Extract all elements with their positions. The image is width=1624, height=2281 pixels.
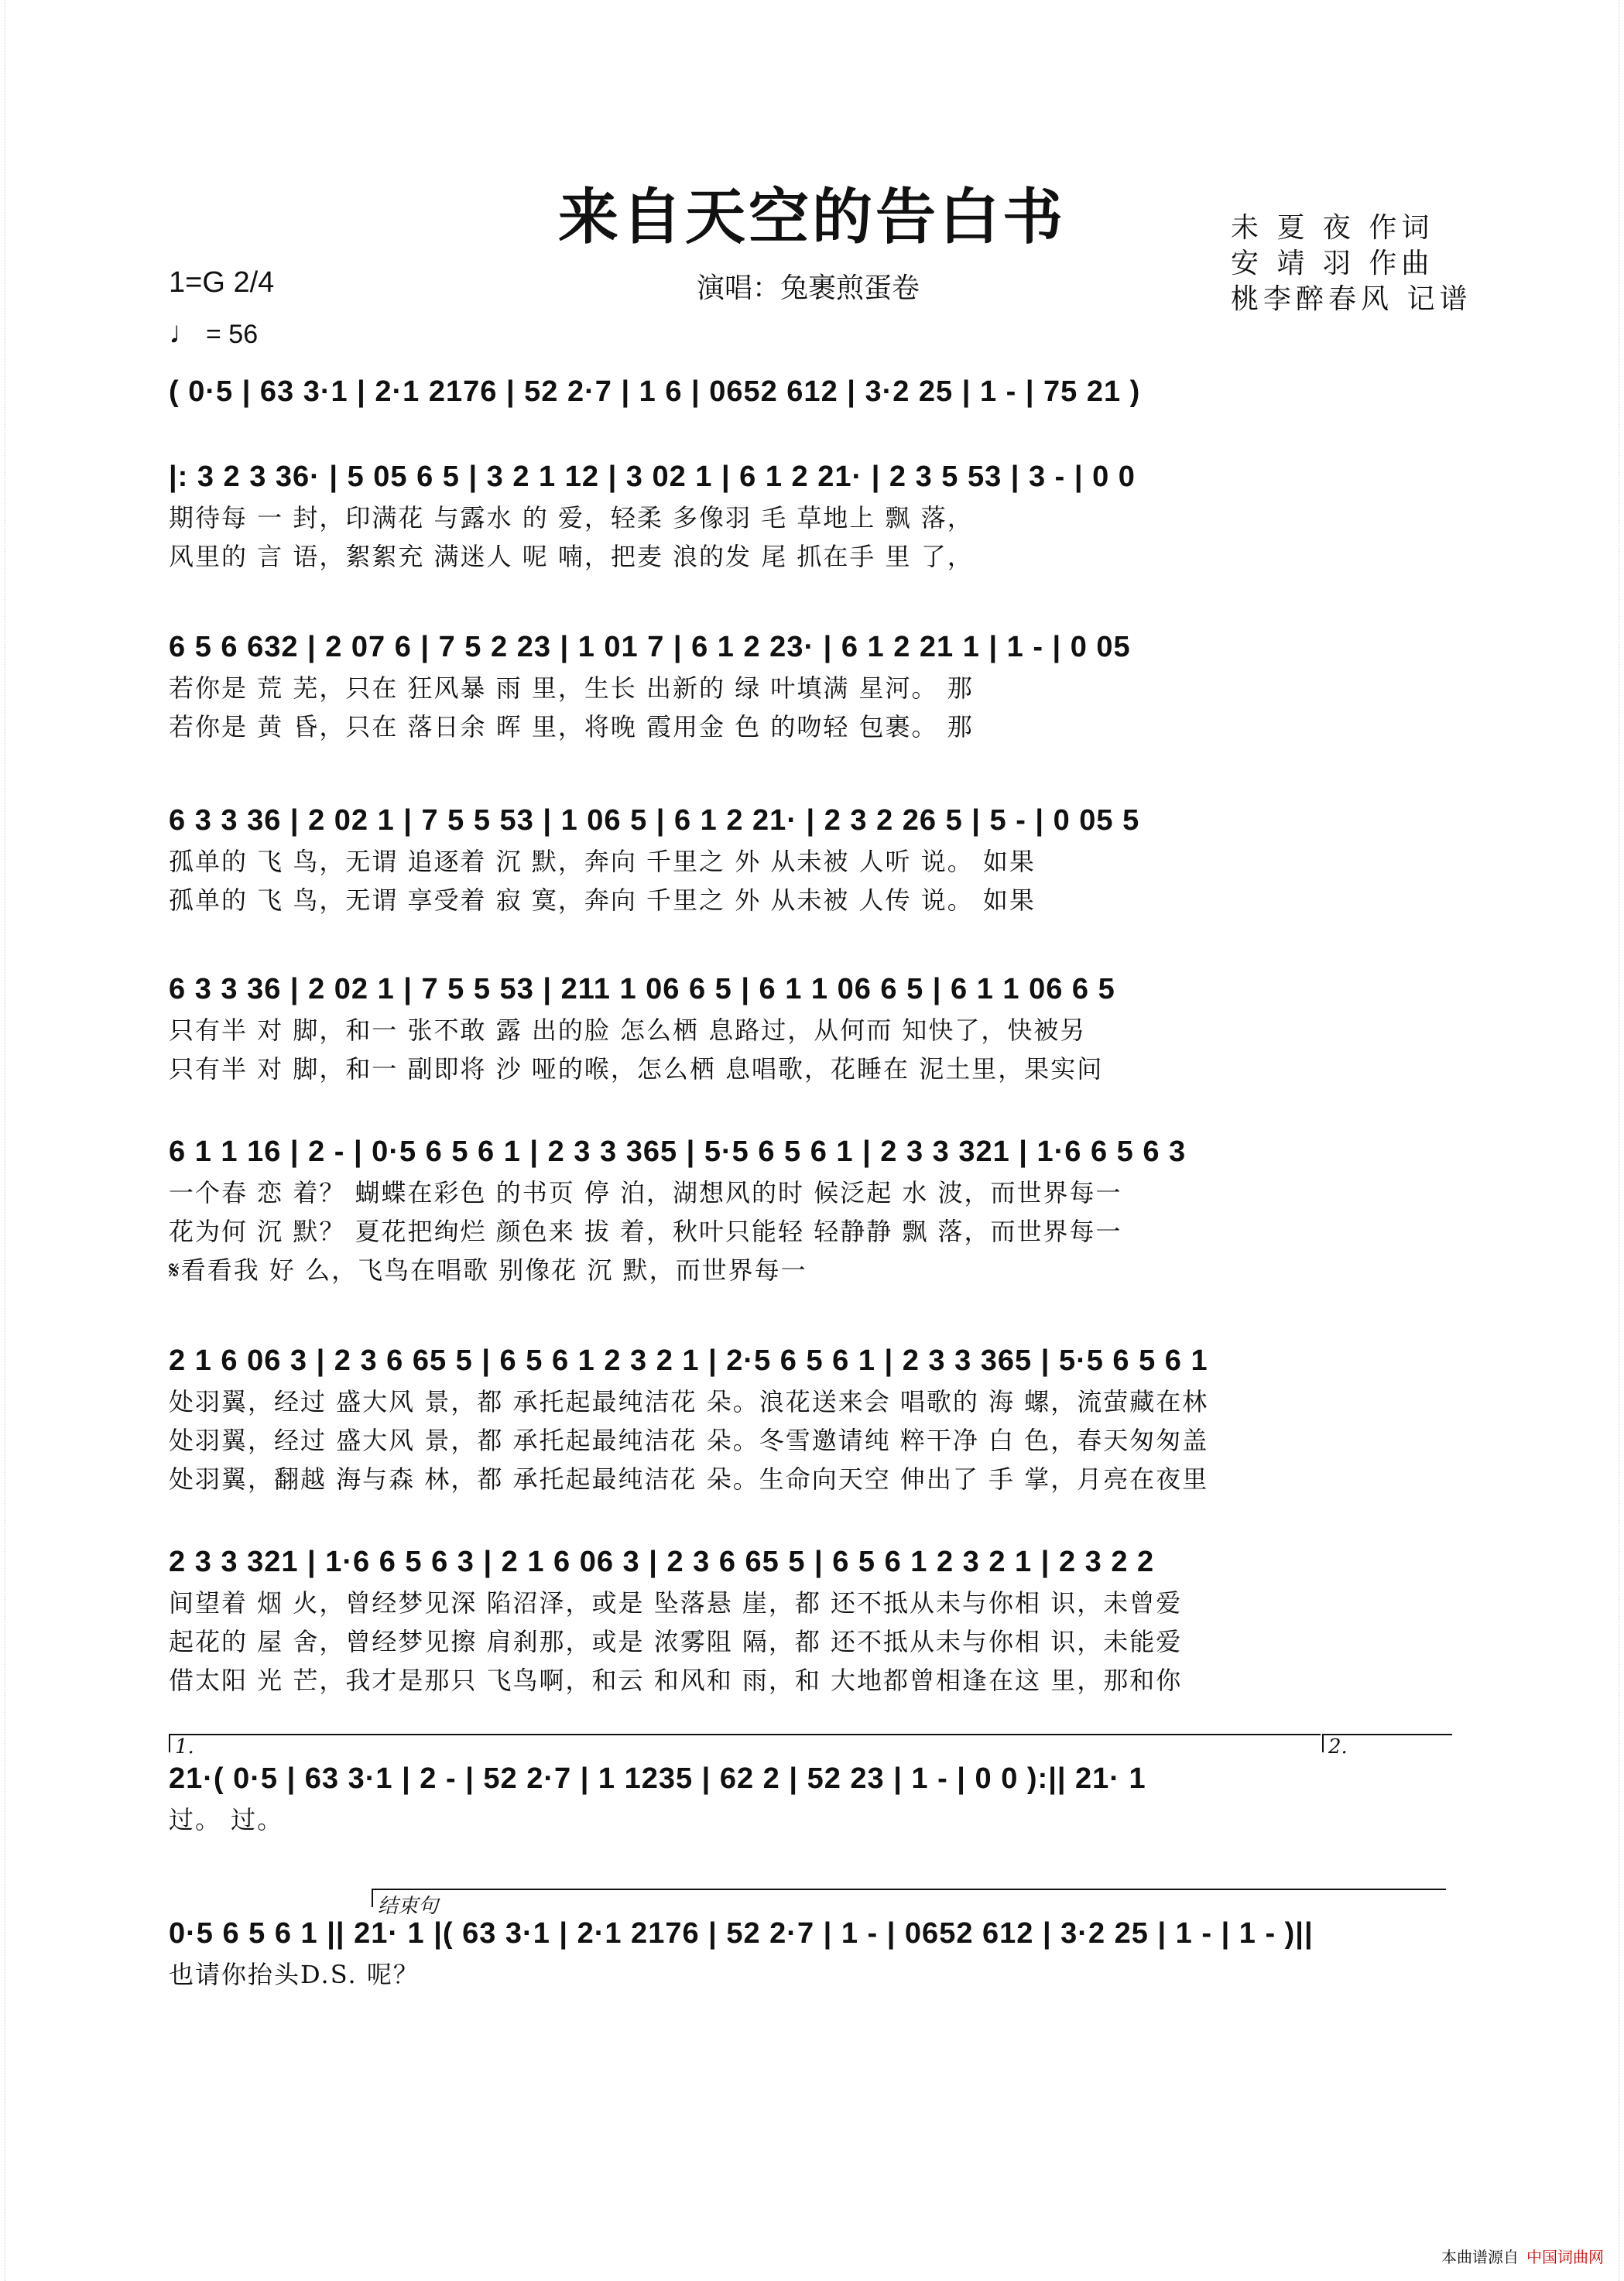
score-system xyxy=(169,1130,1454,1289)
notation-line: |: 3 2 3 36· | 5 05 6 5 | 3 2 1 12 | 3 02 1 | 6 1 2 21· | 2 3 5 53 | 3 - | 0 0 xyxy=(169,461,1136,493)
footer xyxy=(1441,2245,1604,2267)
score-system xyxy=(169,1895,1454,1994)
lyric-line: 也请你抬头D.S. 呢？ xyxy=(169,1960,420,1989)
notation-line: 2 3 3 321 | 1·6 6 5 6 3 | 2 1 6 06 3 | 2 3 6 65 5 | 6 5 6 1 2 3 2 1 | 2 3 2 2 xyxy=(169,1546,1155,1578)
lyric-line: 期待每 一 封，印满花 与露水 的 爱，轻柔 多像羽 毛 草地上 飘 落， xyxy=(169,503,974,533)
notation-line: 6 3 3 36 | 2 02 1 | 7 5 5 53 | 1 06 5 | 6 1 2 21· | 2 3 2 26 5 | 5 - | 0 05 5 xyxy=(169,804,1140,837)
score-system xyxy=(169,370,1454,413)
lyric-line: 过。 过。 xyxy=(169,1805,284,1834)
tempo xyxy=(169,316,258,351)
notation-line: 6 5 6 632 | 2 07 6 | 7 5 2 23 | 1 01 7 | 6 1 2 23· | 6 1 2 21 1 | 1 - | 0 05 xyxy=(169,631,1131,663)
lyric-line: 一个春 恋 着？ 蝴蝶在彩色 的书页 停 泊，湖想风的时 候泛起 水 波，而世界每一 xyxy=(169,1178,1122,1207)
lyric-line: 孤单的 飞 鸟，无谓 享受着 寂 寞，奔向 千里之 外 从未被 人传 说。 如果 xyxy=(169,885,1036,915)
notation-line: 6 3 3 36 | 2 02 1 | 7 5 5 53 | 211 1 06 6 5 | 6 1 1 06 6 5 | 6 1 1 06 6 5 xyxy=(169,973,1115,1005)
lyric-line: 借太阳 光 芒，我才是那只 飞鸟啊，和云 和风和 雨，和 大地都曾相逢在这 里，那和你 xyxy=(169,1666,1183,1695)
notation-line: 0·5 6 5 6 1 || 21· 1 |( 63 3·1 | 2·1 2176 | 52 2·7 | 1 - | 0652 612 | 3·2 25 | 1 - | 1 - )|| xyxy=(169,1917,1314,1950)
lyric-line: 若你是 荒 芜，只在 狂风暴 雨 里，生长 出新的 绿 叶填满 星河。 那 xyxy=(169,673,974,703)
singer: 演唱：兔裹煎蛋卷 xyxy=(697,272,920,304)
lyric-line: 花为何 沉 默？ 夏花把绚烂 颜色来 拔 着，秋叶只能轻 轻静静 飘 落，而世界每一 xyxy=(169,1217,1122,1246)
lyric-line: 处羽翼，经过 盛大风 景，都 承托起最纯洁花 朵。冬雪邀请纯 粹干净 白 色，春天匆匆盖 xyxy=(169,1426,1209,1455)
key-signature: 1=G 2/4 xyxy=(169,266,275,299)
score-system xyxy=(169,455,1454,576)
tempo-value: = 56 xyxy=(206,320,259,349)
lyric-line: 风里的 言 语，絮絮充 满迷人 呢 喃，把麦 浪的发 尾 抓在手 里 了， xyxy=(169,542,974,571)
notation-line: 2 1 6 06 3 | 2 3 6 65 5 | 6 5 6 1 2 3 2 1 | 2·5 6 5 6 1 | 2 3 3 365 | 5·5 6 5 6 1 xyxy=(169,1344,1208,1377)
left-margin-line xyxy=(0,0,5,2281)
lyric-line: 处羽翼，翻越 海与森 林，都 承托起最纯洁花 朵。生命向天空 伸出了 手 掌，月亮在夜里 xyxy=(169,1464,1209,1494)
footer-source: 本曲谱源自 xyxy=(1441,2249,1519,2266)
notation-line: 21·( 0·5 | 63 3·1 | 2 - | 52 2·7 | 1 1235 | 62 2 | 52 23 | 1 - | 0 0 ):|| 21· 1 xyxy=(169,1762,1146,1795)
volta-second-ending: 2. xyxy=(1322,1734,1452,1752)
lyric-line: 𝄋看看我 好 么，飞鸟在唱歌 别像花 沉 默，而世界每一 xyxy=(169,1255,807,1285)
score-system xyxy=(169,625,1454,746)
footer-brand: 中国词曲网 xyxy=(1526,2249,1604,2266)
transcriber: 桃李醉春风 记谱 xyxy=(1231,283,1472,315)
score-system xyxy=(169,968,1454,1088)
lyric-line: 间望着 烟 火，曾经梦见深 陷沼泽，或是 坠落悬 崖，都 还不抵从未与你相 识，未曾爱 xyxy=(169,1588,1183,1618)
lyric-line: 只有半 对 脚，和一 副即将 沙 哑的喉，怎么栖 息唱歌，花睡在 泥土里，果实问 xyxy=(169,1054,1104,1084)
composer: 安 靖 羽 作曲 xyxy=(1231,248,1434,279)
right-margin-line xyxy=(1619,0,1624,2281)
score-system xyxy=(169,799,1454,920)
score-system xyxy=(169,1735,1454,1839)
quarter-note-icon: ♩ xyxy=(169,316,200,350)
lyric-line: 处羽翼，经过 盛大风 景，都 承托起最纯洁花 朵。浪花送来会 唱歌的 海 螺，流萤藏在林 xyxy=(169,1387,1209,1416)
song-title: 来自天空的告白书 xyxy=(557,182,1066,252)
score-system xyxy=(169,1540,1454,1700)
lyric-line: 起花的 屋 舍，曾经梦见擦 肩刹那，或是 浓雾阻 隔，都 还不抵从未与你相 识，未能爱 xyxy=(169,1627,1183,1656)
notation-line: ( 0·5 | 63 3·1 | 2·1 2176 | 52 2·7 | 1 6 | 0652 612 | 3·2 25 | 1 - | 75 21 ) xyxy=(169,375,1141,408)
lyric-line: 孤单的 飞 鸟，无谓 追逐着 沉 默，奔向 千里之 外 从未被 人听 说。 如果 xyxy=(169,847,1036,876)
score-system xyxy=(169,1339,1454,1498)
lyricist: 未 夏 夜 作词 xyxy=(1231,212,1434,244)
volta-first-ending: 1. xyxy=(169,1734,1321,1752)
notation-line: 6 1 1 16 | 2 - | 0·5 6 5 6 1 | 2 3 3 365 | 5·5 6 5 6 1 | 2 3 3 321 | 1·6 6 5 6 3 xyxy=(169,1135,1187,1168)
ending-phrase-bracket: 结束句 xyxy=(372,1889,1446,1907)
lyric-line: 只有半 对 脚，和一 张不敢 露 出的脸 怎么栖 息路过，从何而 知快了，快被另 xyxy=(169,1015,1087,1045)
lyric-line: 若你是 黄 昏，只在 落日余 晖 里，将晚 霞用金 色 的吻轻 包裹。 那 xyxy=(169,712,974,741)
credits xyxy=(1231,211,1472,317)
